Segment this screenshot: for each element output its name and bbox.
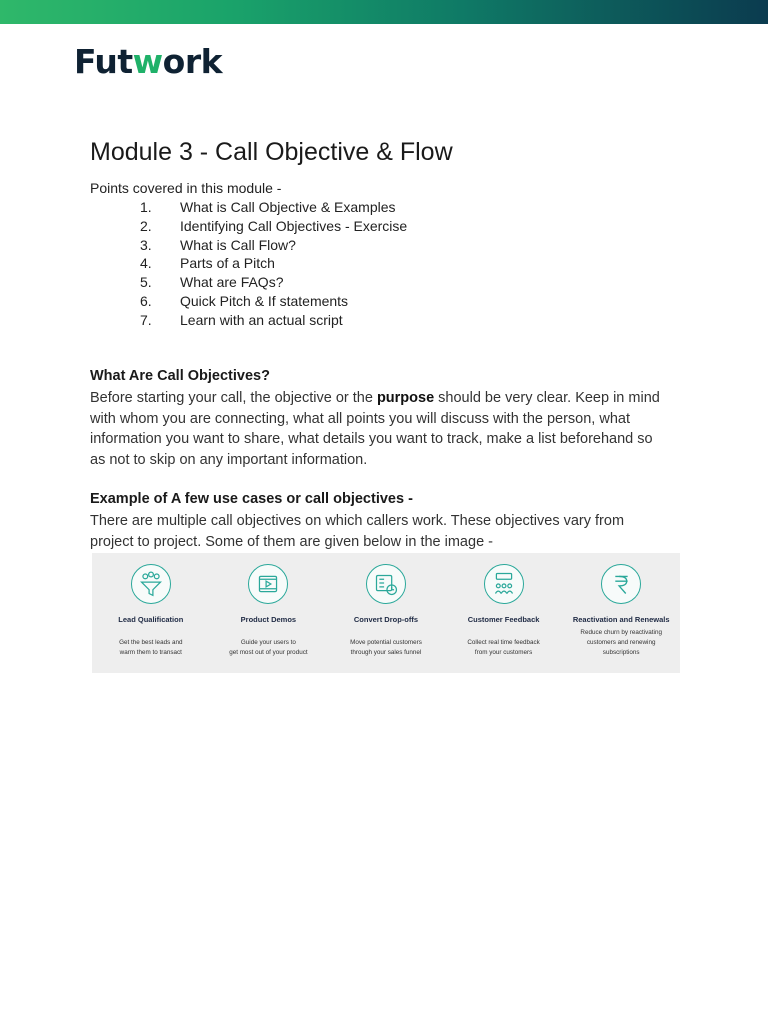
objective-card-reactivation-renewals [562, 553, 680, 673]
list-item: 3. What is Call Flow? [140, 236, 296, 253]
list-item: 4. Parts of a Pitch [140, 255, 275, 272]
objective-description: Get the best leads and warm them to transact [119, 639, 183, 656]
module-intro: Points covered in this module - [90, 180, 282, 196]
objective-description: Guide your users to get most out of your product [229, 639, 308, 656]
section-heading-use-cases: Example of A few use cases or call objectives - [90, 491, 413, 507]
list-item: 6. Quick Pitch & If statements [140, 292, 349, 309]
objective-title: Lead Qualification [118, 615, 184, 624]
call-objectives-image [92, 553, 680, 673]
use-cases-paragraph: There are multiple call objectives on which callers work. These objectives vary from project to project. Some of them are given below in the image - [90, 513, 625, 550]
rupee-icon [601, 564, 641, 604]
page-title: Module 3 - Call Objective & Flow [90, 138, 453, 166]
objective-card-lead-qualification [92, 553, 210, 673]
objective-card-customer-feedback [445, 553, 563, 673]
objective-card-product-demos [210, 553, 328, 673]
objective-title: Customer Feedback [467, 615, 540, 624]
video-icon [248, 564, 288, 604]
topic-list [140, 198, 407, 330]
feedback-icon [484, 564, 524, 604]
list-item: 2. Identifying Call Objectives - Exercise [140, 217, 408, 234]
list-item: 1. What is Call Objective & Examples [140, 199, 396, 215]
objective-description: Reduce churn by reactivating customers and renewing subscriptions [580, 629, 662, 656]
call-objectives-paragraph: Before starting your call, the objective or the purpose should be very clear. Keep in mind with whom you are connecting, what all points you will discuss with the person, what information you want to share, what details you want to track, make a list beforehand so as not to skip on any important information. [90, 390, 660, 468]
funnel-icon [131, 564, 171, 604]
list-item: 5. What are FAQs? [140, 274, 284, 291]
futwork-logo: Futwork [74, 42, 223, 81]
objective-description: Collect real time feedback from your customers [467, 639, 540, 656]
objective-card-convert-drop-offs [327, 553, 445, 673]
purpose-emphasis: purpose [376, 390, 435, 406]
objective-description: Move potential customers through your sales funnel [350, 639, 422, 656]
objective-title: Product Demos [240, 615, 297, 624]
dashboard-icon [366, 564, 406, 604]
section-heading-call-objectives: What Are Call Objectives? [90, 368, 270, 384]
objective-title: Convert Drop-offs [353, 615, 419, 624]
objective-title: Reactivation and Renewals [572, 615, 670, 624]
list-item: 7. Learn with an actual script [140, 311, 343, 328]
header-gradient-bar [0, 0, 768, 24]
